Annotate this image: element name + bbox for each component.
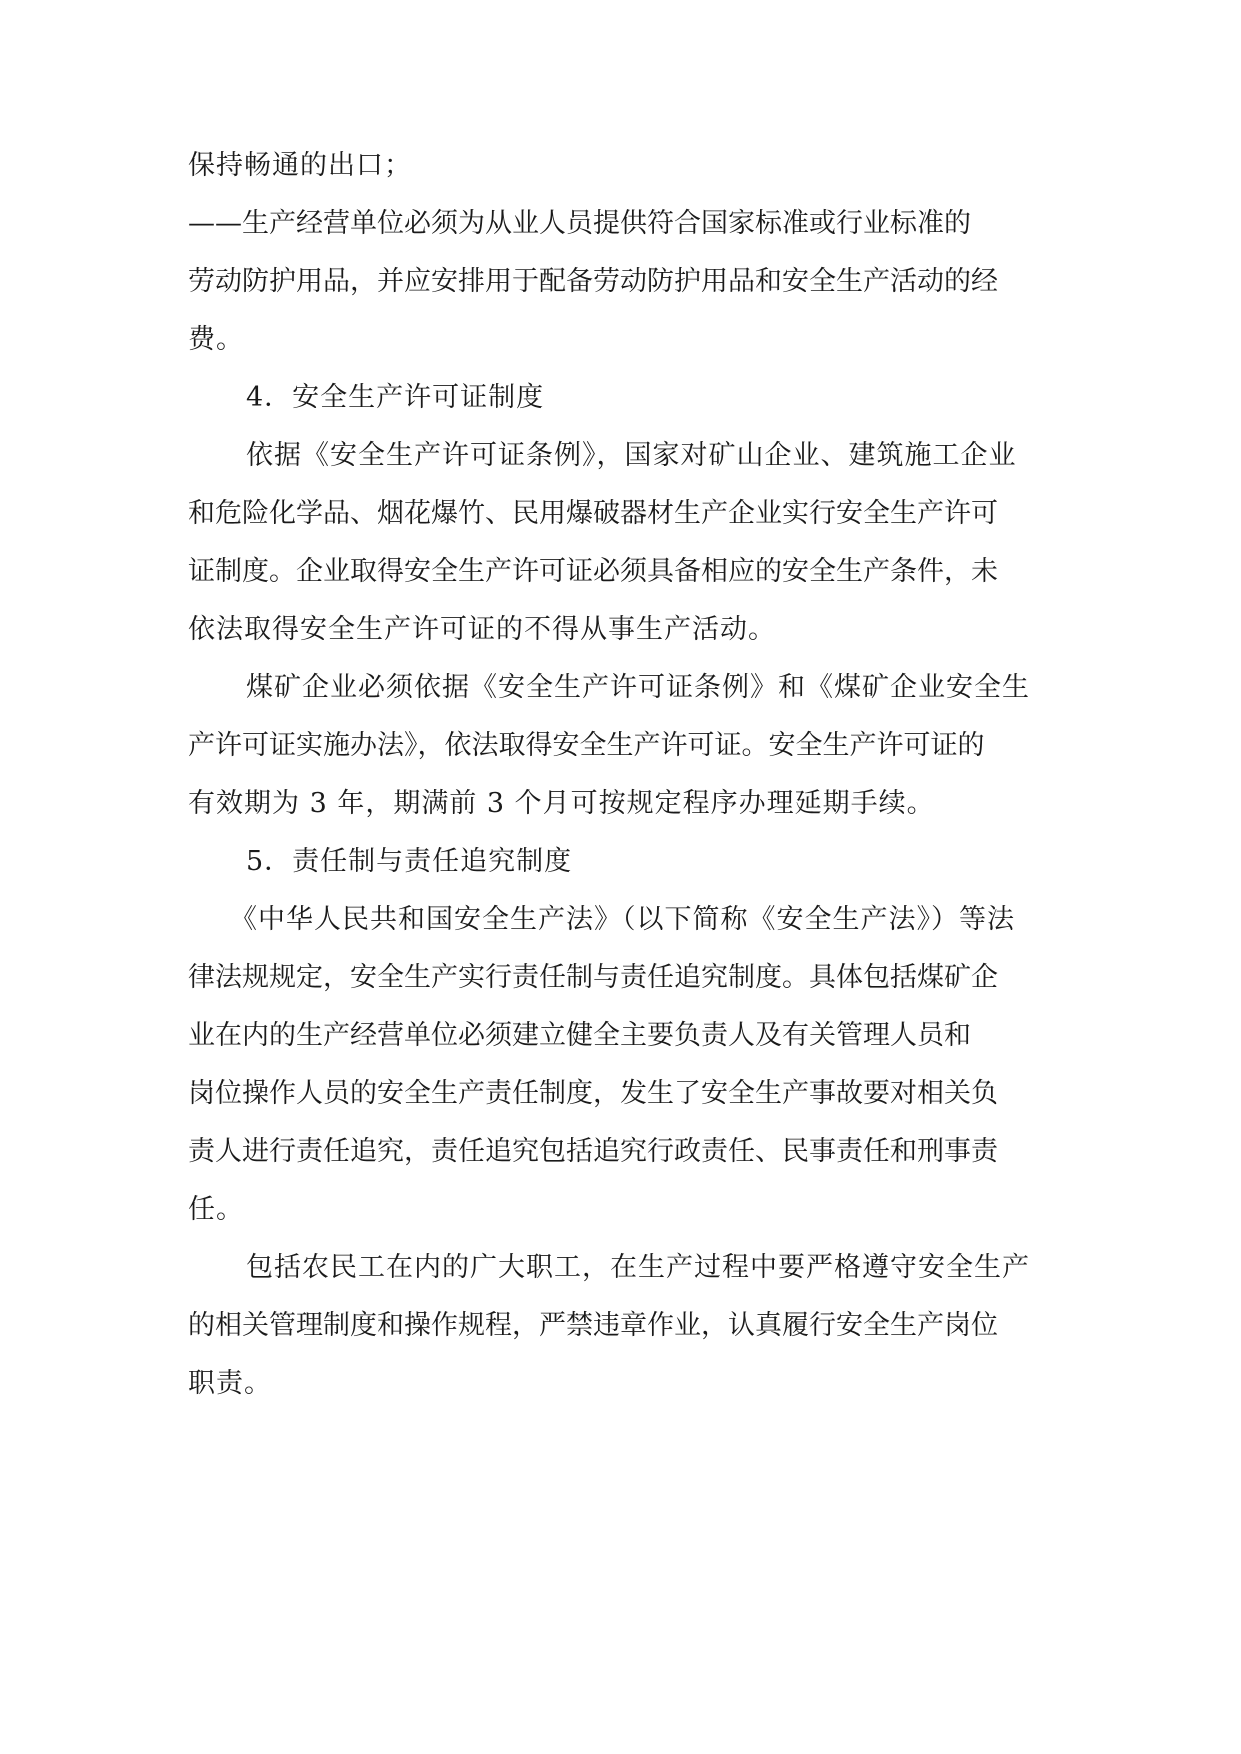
text-line: 包括农民工在内的广大职工，在生产过程中要严格遵守安全生产 [246,1252,1030,1283]
text-line: 煤矿企业必须依据《安全生产许可证条例》和《煤矿企业安全生 [246,672,1030,703]
text-line: 劳动防护用品，并应安排用于配备劳动防护用品和安全生产活动的经 [188,266,998,297]
text-line: 有效期为 3 年，期满前 3 个月可按规定程序办理延期手续。 [188,788,935,819]
text-line: 职责。 [188,1368,272,1399]
section-heading: 5．责任制与责任追究制度 [246,846,573,877]
text-line: 依法取得安全生产许可证的不得从事生产活动。 [188,614,776,645]
section-heading: 4．安全生产许可证制度 [246,382,545,413]
text-line: 岗位操作人员的安全生产责任制度，发生了安全生产事故要对相关负 [188,1078,998,1109]
text-line: 《中华人民共和国安全生产法》（以下简称《安全生产法》）等法 [230,904,1015,935]
text-line: 律法规规定，安全生产实行责任制与责任追究制度。具体包括煤矿企 [188,962,998,993]
text-line: ——生产经营单位必须为从业人员提供符合国家标准或行业标准的 [188,208,971,239]
text-line: 业在内的生产经营单位必须建立健全主要负责人及有关管理人员和 [188,1020,971,1051]
text-line: 产许可证实施办法》，依法取得安全生产许可证。安全生产许可证的 [188,730,985,761]
text-line: 和危险化学品、烟花爆竹、民用爆破器材生产企业实行安全生产许可 [188,498,998,529]
text-line: 责人进行责任追究，责任追究包括追究行政责任、民事责任和刑事责 [188,1136,998,1167]
text-line: 费。 [188,324,244,355]
text-line: 任。 [188,1194,244,1225]
text-line: 的相关管理制度和操作规程，严禁违章作业，认真履行安全生产岗位 [188,1310,998,1341]
text-line: 依据《安全生产许可证条例》，国家对矿山企业、建筑施工企业 [246,440,1017,471]
text-line: 证制度。企业取得安全生产许可证必须具备相应的安全生产条件，未 [188,556,998,587]
text-line: 保持畅通的出口； [188,150,412,181]
